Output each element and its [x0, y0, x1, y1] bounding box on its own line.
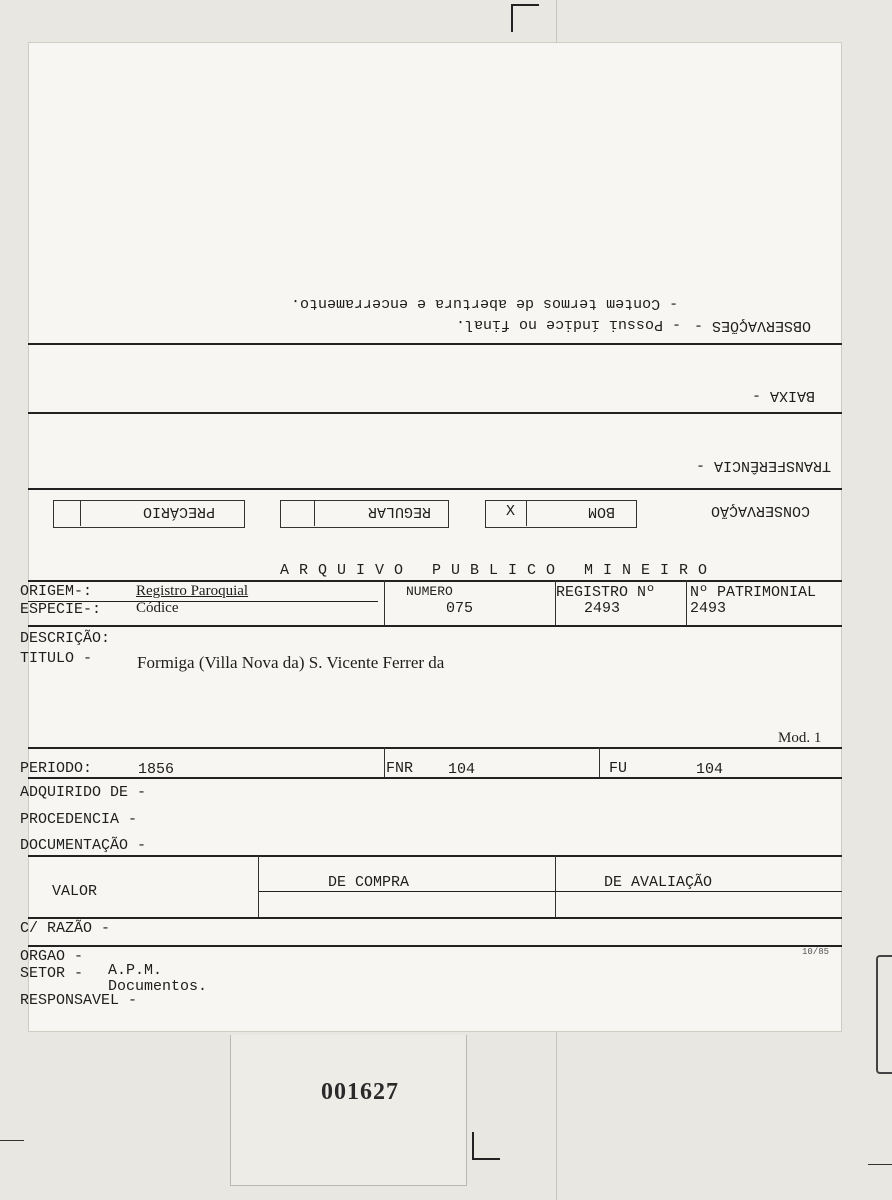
especie-label: ESPECIE-:: [20, 601, 102, 618]
de-avaliacao-label: DE AVALIAÇÃO: [604, 874, 713, 891]
side-clip: [876, 955, 892, 1074]
razao-label: C/ RAZÃO -: [20, 920, 111, 937]
small-code: 10/85: [802, 947, 830, 957]
patrimonial-label: Nº PATRIMONIAL: [690, 584, 817, 601]
observacoes-label: OBSERVAÇÕES -: [694, 317, 812, 334]
de-compra-label: DE COMPRA: [328, 874, 410, 891]
corner-mark-top: [511, 4, 539, 32]
stamp-number: 001627: [321, 1079, 399, 1105]
origem-value: Registro Paroquial: [136, 583, 249, 599]
divider-de-compra: [258, 855, 259, 917]
descricao-label: DESCRIÇÃO:: [20, 630, 111, 647]
divider-patrimonial: [686, 580, 687, 625]
patrimonial-value: 2493: [690, 600, 727, 617]
rule-razao: [28, 945, 842, 947]
registro-value: 2493: [584, 600, 621, 617]
index-card: [20, 42, 842, 1032]
fnr-value: 104: [448, 761, 476, 778]
rule-transferencia: [28, 488, 842, 490]
fnr-label: FNR: [386, 760, 414, 777]
rule-periodo: [28, 777, 842, 779]
rule-descricao: [28, 747, 842, 749]
observacoes-line-1: - Possui índice no final.: [456, 316, 682, 333]
rule-title: [28, 580, 842, 582]
setor-value: A.P.M.: [108, 962, 163, 979]
precario-label: PRECÁRIO: [143, 503, 216, 520]
box-precario-divider: [80, 500, 81, 526]
card-title: ARQUIVO PUBLICO MINEIRO: [280, 562, 718, 579]
observacoes-line-2: - Contem termos de abertura e encerramento.: [291, 295, 679, 312]
procedencia-label: PROCEDENCIA -: [20, 811, 138, 828]
responsavel-label: RESPONSAVEL -: [20, 992, 138, 1009]
divider-numero: [384, 580, 385, 625]
rule-registry: [28, 625, 842, 627]
titulo-value: Formiga (Villa Nova da) S. Vicente Ferrer da: [137, 653, 445, 672]
numero-value: 075: [446, 600, 474, 617]
setor-label: SETOR -: [20, 965, 84, 982]
box-regular-divider: [314, 500, 315, 526]
divider-de-avaliacao: [555, 855, 556, 917]
especie-value: Códice: [136, 600, 179, 616]
divider-fnr: [384, 747, 385, 777]
rule-origem-especie: [28, 601, 378, 602]
rule-observacoes: [28, 343, 842, 345]
registro-label: REGISTRO Nº: [556, 584, 656, 601]
rule-valor-mid: [259, 891, 842, 892]
setor-value-2: Documentos.: [108, 978, 208, 995]
bom-checkmark: X: [506, 503, 516, 520]
fu-label: FU: [609, 760, 628, 777]
fu-value: 104: [696, 761, 724, 778]
titulo-label: TITULO -: [20, 650, 93, 667]
transferencia-label: TRANSFERÊNCIA -: [696, 457, 832, 474]
baixa-label: BAIXA -: [752, 387, 816, 404]
archive-stamp: [230, 1035, 467, 1186]
rule-documentacao: [28, 855, 842, 857]
edge-mark-left: [0, 1140, 24, 1141]
periodo-label: PERIODO:: [20, 760, 93, 777]
rule-valor: [28, 917, 842, 919]
edge-mark-right: [868, 1164, 892, 1165]
numero-label: NUMERO: [406, 584, 453, 599]
mod-label: Mod. 1: [778, 730, 822, 746]
corner-mark-bottom: [472, 1132, 500, 1160]
conservacao-label: CONSERVAÇÃO: [711, 502, 811, 519]
divider-fu: [599, 747, 600, 777]
origem-label: ORIGEM-:: [20, 583, 93, 600]
orgao-label: ORGAO -: [20, 948, 84, 965]
box-bom-divider: [526, 500, 527, 526]
periodo-value: 1856: [138, 761, 175, 778]
adquirido-label: ADQUIRIDO DE -: [20, 784, 147, 801]
valor-label: VALOR: [52, 883, 98, 900]
documentacao-label: DOCUMENTAÇÃO -: [20, 837, 147, 854]
rule-baixa: [28, 412, 842, 414]
bom-label: BOM: [588, 503, 616, 520]
regular-label: REGULAR: [368, 503, 432, 520]
